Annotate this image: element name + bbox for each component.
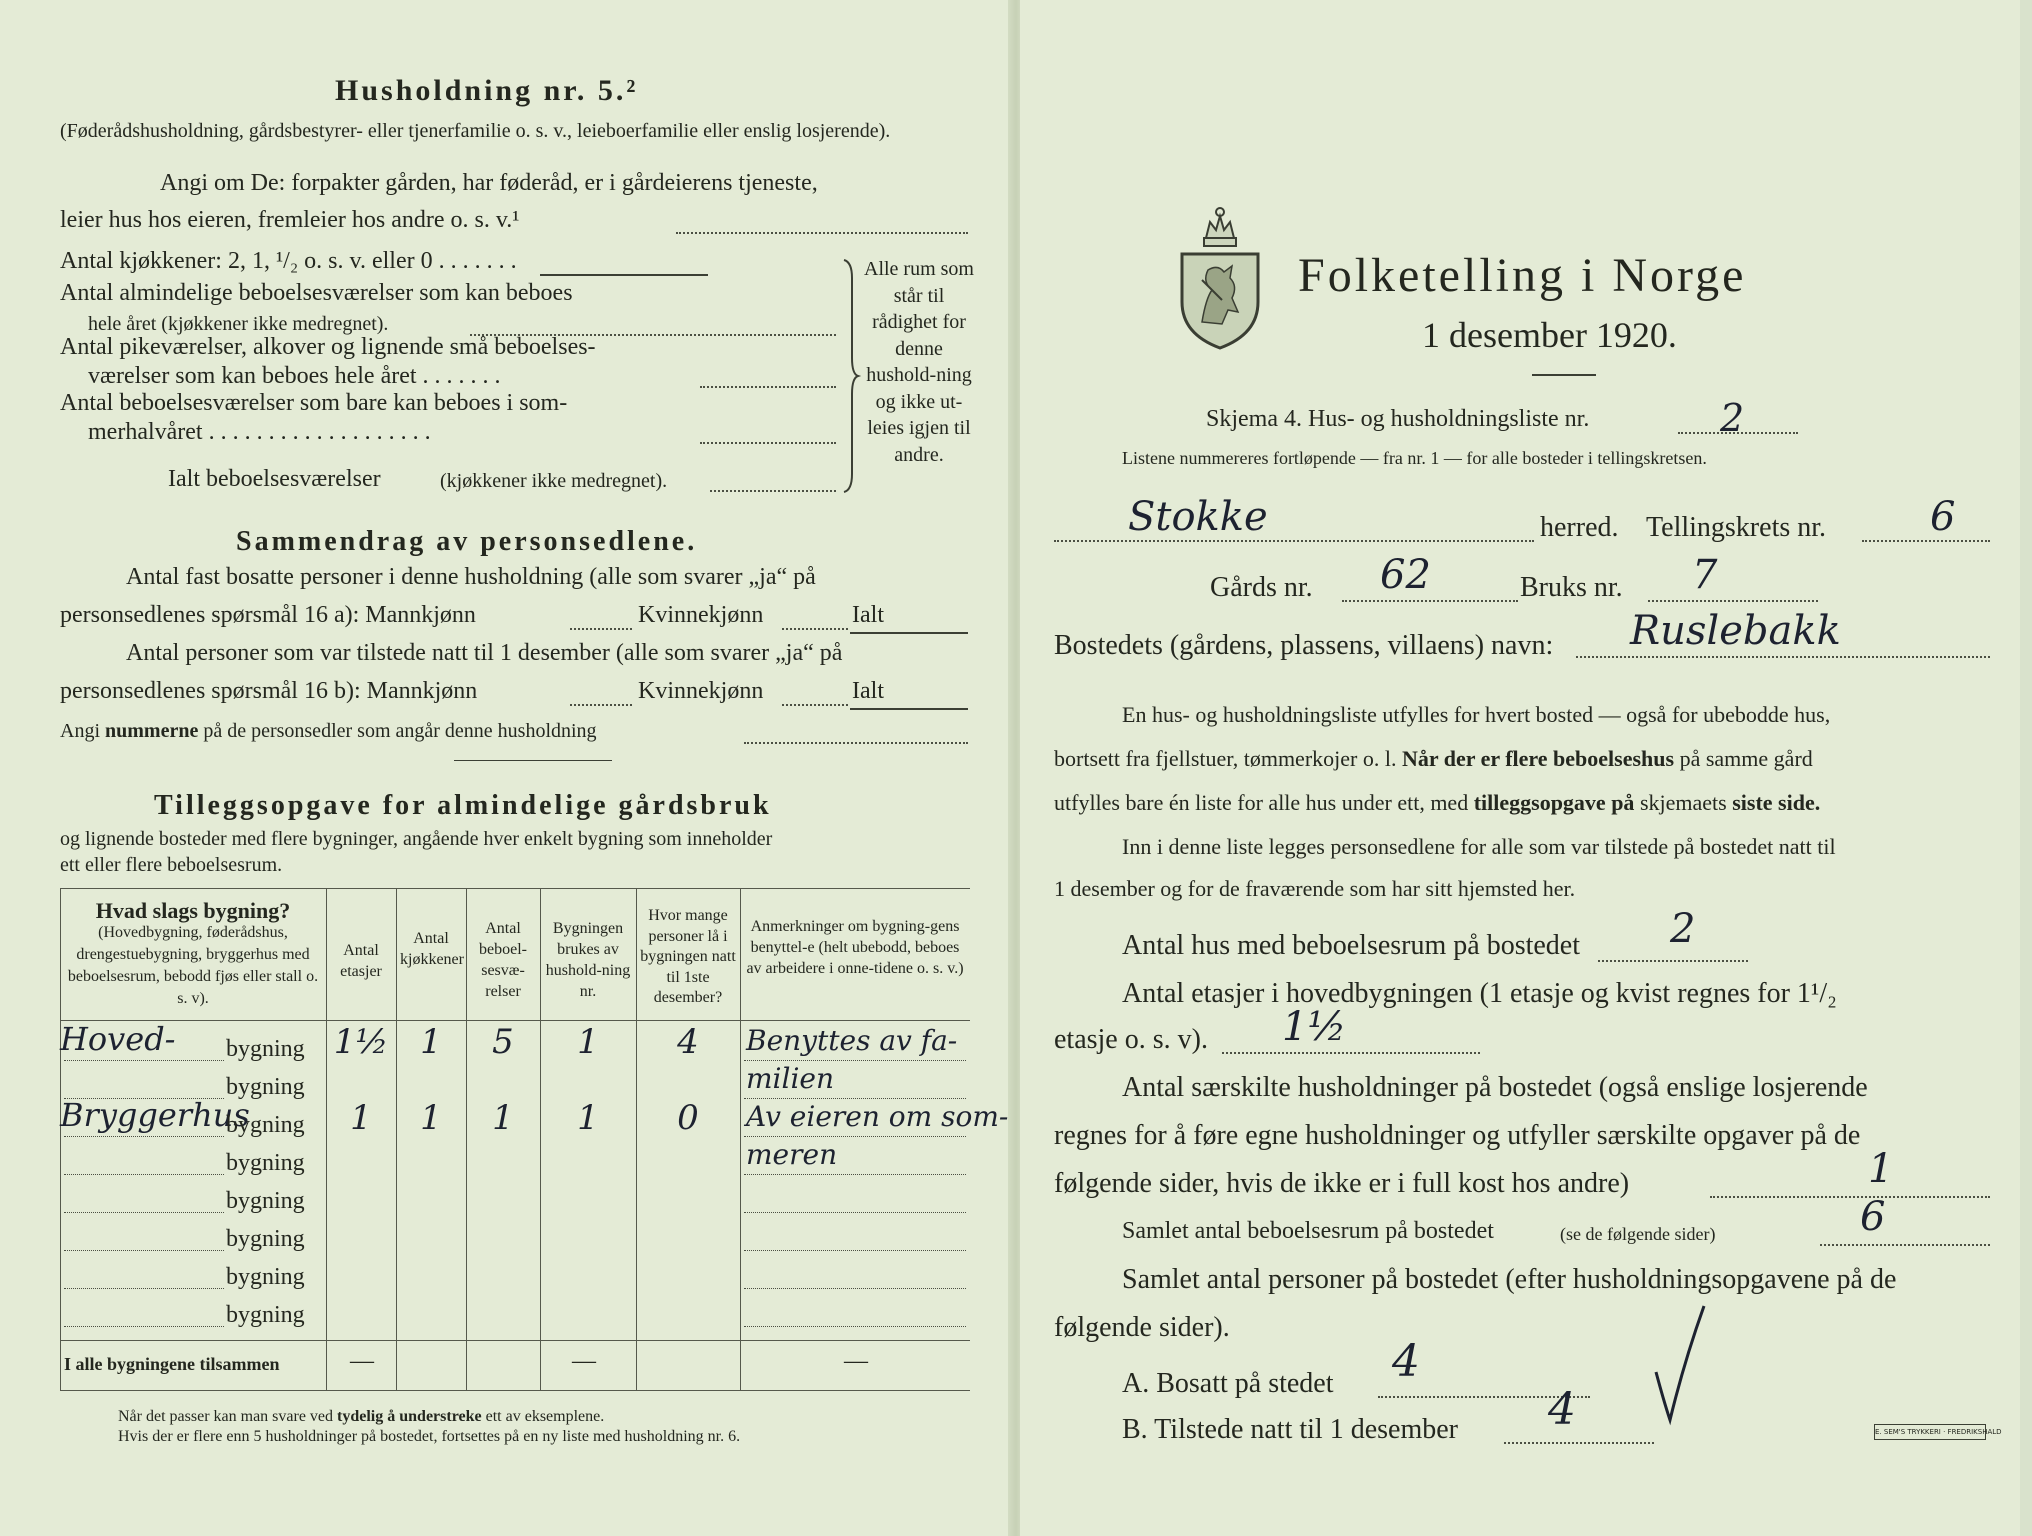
col-divider-5 <box>636 888 637 1390</box>
angi-nummer-post: på de personsedler som angår denne husholdning <box>203 720 597 742</box>
angi-answer-line <box>676 232 968 234</box>
q-rooms-label: Samlet antal beboelsesrum på bostedet <box>1122 1218 1494 1244</box>
remarks-line <box>744 1326 966 1327</box>
right-page <box>1020 0 2020 1536</box>
q-houses-label: Antal hus med beboelsesrum på bostedet <box>1122 930 1581 961</box>
type-line <box>64 1060 224 1061</box>
krets-label: Tellingskrets nr. <box>1646 512 1827 543</box>
q-a-label: A. Bosatt på stedet <box>1122 1368 1334 1399</box>
col-divider-2 <box>396 888 397 1390</box>
col-divider-1 <box>326 888 327 1390</box>
type-line <box>64 1326 224 1327</box>
remarks-line <box>744 1136 966 1137</box>
instruction-3-mid: skjemaets <box>1639 790 1727 815</box>
schema-label: Skjema 4. Hus- og husholdningsliste nr. <box>1206 406 1590 432</box>
title-divider <box>1532 374 1596 376</box>
type-line <box>64 1212 224 1213</box>
krets-line <box>1862 540 1990 542</box>
row-persons: 4 <box>677 1022 699 1062</box>
q-b-label: B. Tilstede natt til 1 desember <box>1122 1414 1458 1445</box>
table-left-border <box>60 888 61 1390</box>
supplement-title: Tilleggsopgave for almindelige gårdsbruk <box>154 790 772 821</box>
type-line <box>64 1288 224 1289</box>
angi-nummer-line <box>744 742 968 744</box>
coat-of-arms-icon <box>1172 200 1268 352</box>
summary-2-women-label: Kvinnekjønn <box>638 678 764 704</box>
gards-value: 62 <box>1380 552 1431 598</box>
instruction-2-post: på samme gård <box>1679 746 1813 771</box>
q-floors-line-2: etasje o. s. v). <box>1054 1024 1208 1055</box>
footnote-1-post: ett av eksemplene. <box>485 1408 605 1425</box>
row-persons: 0 <box>677 1098 699 1138</box>
instruction-3 <box>1054 790 1820 816</box>
schema-number: 2 <box>1720 396 1745 440</box>
instruction-4: Inn i denne liste legges personsedlene for alle som var tilstede på bostedet natt til <box>1122 834 1836 859</box>
q-households-line <box>1710 1196 1990 1198</box>
row-rooms: 1 <box>492 1098 514 1138</box>
remarks-line <box>744 1288 966 1289</box>
row-kjokkener: 1 <box>420 1022 442 1062</box>
header-type-note: (Hovedbygning, føderådshus, drengestuebygning, bryggerhus med beboelsesrum, bebodd fjøs eller stall o. s. v). <box>67 924 319 1007</box>
census-date: 1 desember 1920. <box>1422 315 1677 355</box>
left-page <box>0 0 1012 1536</box>
row-label: bygning <box>226 1188 305 1214</box>
summary-2-women-line <box>782 704 848 706</box>
row-type: Hoved- <box>60 1020 176 1058</box>
table-top-border <box>60 888 970 889</box>
q-floors-value: 1½ <box>1282 1004 1347 1050</box>
table-header-border <box>60 1020 970 1021</box>
rooms-3b: merhalvåret . . . . . . . . . . . . . . . . . . . <box>88 419 431 445</box>
q-houses-value: 2 <box>1670 906 1696 952</box>
household-title: Husholdning nr. 5.² <box>335 74 639 107</box>
bruks-line <box>1648 600 1818 602</box>
row-type: Bryggerhus <box>60 1096 250 1134</box>
summary-1a: Antal fast bosatte personer i denne husholdning (alle som svarer „ja“ på <box>126 564 816 590</box>
household-note: (Føderådshusholdning, gårdsbestyrer- eller tjenerfamilie o. s. v., leieboerfamilie eller enslig losjerende). <box>60 120 891 142</box>
total-label: I alle bygningene tilsammen <box>64 1354 280 1374</box>
header-type-title: Hvad slags bygning? <box>95 898 291 923</box>
row-etasjer: 1 <box>350 1098 372 1138</box>
row-remarks: meren <box>746 1138 838 1171</box>
row-label: bygning <box>226 1036 305 1062</box>
row-etasjer: 1½ <box>333 1022 389 1062</box>
q-b-line <box>1504 1442 1654 1444</box>
instruction-2 <box>1054 746 1813 772</box>
row-household: 1 <box>577 1098 599 1138</box>
bosted-line <box>1576 656 1990 658</box>
remarks-line <box>744 1212 966 1213</box>
q-households-line-3: følgende sider, hvis de ikke er i full kost hos andre) <box>1054 1168 1630 1199</box>
section-divider <box>454 760 612 761</box>
q-rooms-note: (se de følgende sider) <box>1560 1224 1716 1244</box>
summary-2-men-line <box>570 704 632 706</box>
instruction-2-bold: Når der er flere beboelseshus <box>1401 746 1675 771</box>
total-household-dash: — <box>572 1348 596 1374</box>
remarks-line <box>744 1098 966 1099</box>
type-line <box>64 1174 224 1175</box>
summary-2-total-label: Ialt <box>852 678 884 704</box>
krets-value: 6 <box>1930 494 1956 540</box>
col-divider-3 <box>466 888 467 1390</box>
rooms-1b: hele året (kjøkkener ikke medregnet). <box>88 313 389 335</box>
q-b-value: 4 <box>1548 1384 1576 1435</box>
remarks-line <box>744 1060 966 1061</box>
gards-label: Gårds nr. <box>1210 572 1313 603</box>
footnote-2: Hvis der er flere enn 5 husholdninger på bostedet, fortsettes på en ny liste med husholdning nr. 6. <box>118 1428 741 1445</box>
summary-1-total-line <box>850 632 968 634</box>
row-remarks: milien <box>746 1062 835 1095</box>
row-remarks: Benyttes av fa- <box>746 1024 958 1057</box>
instruction-3-bold: tilleggsopgave på <box>1473 790 1635 815</box>
summary-1-men-line <box>570 628 632 630</box>
rooms-total-note: (kjøkkener ikke medregnet). <box>440 470 668 492</box>
herred-line <box>1054 540 1534 542</box>
row-remarks: Av eieren om som- <box>746 1100 1009 1133</box>
footnote-1-bold: tydelig å understreke <box>337 1408 482 1425</box>
summary-title: Sammendrag av personsedlene. <box>236 526 698 557</box>
rooms-3-answer-line <box>700 442 836 444</box>
rooms-2a: Antal pikeværelser, alkover og lignende små beboelses- <box>60 334 596 360</box>
checkmark-icon <box>1650 1302 1710 1426</box>
kitchens-label: Antal kjøkkener: 2, 1, ¹/₂ o. s. v. eller 0 . . . . . . . <box>60 248 517 274</box>
header-rooms: Antal beboel-sesvæ-relser <box>479 920 527 1000</box>
row-label: bygning <box>226 1150 305 1176</box>
header-household: Bygningen brukes av hushold-ning nr. <box>545 920 631 1000</box>
row-label: bygning <box>226 1264 305 1290</box>
summary-1-women-label: Kvinnekjønn <box>638 602 764 628</box>
type-line <box>64 1250 224 1251</box>
table-total-border <box>60 1340 970 1341</box>
type-line <box>64 1136 224 1137</box>
bruks-value: 7 <box>1692 552 1718 598</box>
bruks-label: Bruks nr. <box>1520 572 1623 603</box>
col-divider-6 <box>740 888 741 1390</box>
col-divider-4 <box>540 888 541 1390</box>
row-household: 1 <box>577 1022 599 1062</box>
q-rooms-line <box>1820 1244 1990 1246</box>
printer-stamp: E. SEM'S TRYKKERI · FREDRIKSHALD <box>1874 1424 1986 1440</box>
numbering-note: Listene nummereres fortløpende — fra nr. 1 — for alle bosteder i tellingskretsen. <box>1122 448 1707 468</box>
angi-nummer <box>60 720 597 743</box>
q-households-value: 1 <box>1868 1146 1894 1192</box>
instruction-1: En hus- og husholdningsliste utfylles for hvert bosted — også for ubebodde hus, <box>1122 702 1831 727</box>
total-etasjer-dash: — <box>350 1348 374 1374</box>
row-label: bygning <box>226 1226 305 1252</box>
summary-1-total-label: Ialt <box>852 602 884 628</box>
summary-2a: Antal personer som var tilstede natt til 1 desember (alle som svarer „ja“ på <box>126 640 843 666</box>
remarks-line <box>744 1174 966 1175</box>
summary-2b: personsedlenes spørsmål 16 b): Mannkjønn <box>60 678 478 704</box>
header-remarks: Anmerkninger om bygning-gens benyttel-e (helt ubebodd, beboes av arbeidere i onne-tidene o. s. v.) <box>746 918 964 977</box>
q-households-line-2: regnes for å føre egne husholdninger og utfyller særskilte opgaver på de <box>1054 1120 1861 1151</box>
row-label: bygning <box>226 1302 305 1328</box>
summary-1-women-line <box>782 628 848 630</box>
bracket-note: Alle rum som står til rådighet for denne hushold-ning og ikke ut-leies igjen til andre. <box>864 258 974 466</box>
instruction-5: 1 desember og for de fraværende som har sitt hjemsted her. <box>1054 876 1576 901</box>
instruction-2-pre: bortsett fra fjellstuer, tømmerkojer o. l. <box>1054 746 1397 771</box>
bosted-label: Bostedets (gårdens, plassens, villaens) navn: <box>1054 630 1554 661</box>
rooms-3a: Antal beboelsesværelser som bare kan beboes i som- <box>60 390 568 416</box>
row-rooms: 5 <box>492 1022 514 1062</box>
herred-value: Stokke <box>1128 494 1268 540</box>
table-bottom-border <box>60 1390 970 1391</box>
herred-label: herred. <box>1540 512 1619 543</box>
gards-line <box>1342 600 1518 602</box>
q-persons-line-1: Samlet antal personer på bostedet (efter husholdningsopgavene på de <box>1122 1264 1897 1295</box>
row-label: bygning <box>226 1074 305 1100</box>
rooms-total-label: Ialt beboelsesværelser <box>168 466 381 492</box>
angi-nummer-pre: Angi <box>60 720 100 742</box>
main-title: Folketelling i Norge <box>1298 249 1747 302</box>
q-persons-line-2: følgende sider). <box>1054 1312 1230 1343</box>
summary-2-total-line <box>850 708 968 710</box>
kitchens-answer-line <box>540 274 708 276</box>
q-floors-line <box>1222 1052 1480 1054</box>
angi-line-2: leier hus hos eieren, fremleier hos andre o. s. v.¹ <box>60 207 520 233</box>
angi-line-1: Angi om De: forpakter gården, har føderåd, er i gårdeierens tjeneste, <box>160 170 818 196</box>
q-households-line-1: Antal særskilte husholdninger på bostedet (også enslige losjerende <box>1122 1072 1868 1103</box>
footnote-1-pre: Når det passer kan man svare ved <box>118 1408 334 1425</box>
rooms-2b: værelser som kan beboes hele året . . . . . . . <box>88 363 501 389</box>
header-type <box>64 900 322 1010</box>
q-houses-line <box>1598 960 1748 962</box>
instruction-3-bold2: siste side. <box>1732 790 1821 815</box>
row-label: bygning <box>226 1112 305 1138</box>
footnote-1 <box>118 1408 604 1426</box>
rooms-2-answer-line <box>700 386 836 388</box>
rooms-1a: Antal almindelige beboelsesværelser som kan beboes <box>60 280 573 306</box>
bosted-value: Ruslebakk <box>1630 608 1841 654</box>
header-persons: Hvor mange personer lå i bygningen natt til 1ste desember? <box>640 907 736 1006</box>
header-kjokkener: Antal kjøkkener <box>400 930 464 968</box>
supplement-line-2: ett eller flere beboelsesrum. <box>60 854 283 876</box>
q-a-value: 4 <box>1392 1336 1420 1387</box>
supplement-line-1: og lignende bosteder med flere bygninger, angående hver enkelt bygning som inneholder <box>60 828 773 850</box>
header-etasjer: Antal etasjer <box>340 942 382 980</box>
bracket-icon <box>838 258 862 494</box>
summary-1b: personsedlenes spørsmål 16 a): Mannkjønn <box>60 602 476 628</box>
total-remarks-dash: — <box>844 1348 868 1374</box>
q-rooms-value: 6 <box>1860 1194 1886 1240</box>
rooms-total-answer-line <box>710 490 836 492</box>
angi-nummer-bold: nummerne <box>105 720 199 742</box>
remarks-line <box>744 1250 966 1251</box>
instruction-3-pre: utfylles bare én liste for alle hus under ett, med <box>1054 790 1469 815</box>
q-floors-line-1: Antal etasjer i hovedbygningen (1 etasje og kvist regnes for 1¹/₂ <box>1122 978 1837 1009</box>
row-kjokkener: 1 <box>420 1098 442 1138</box>
